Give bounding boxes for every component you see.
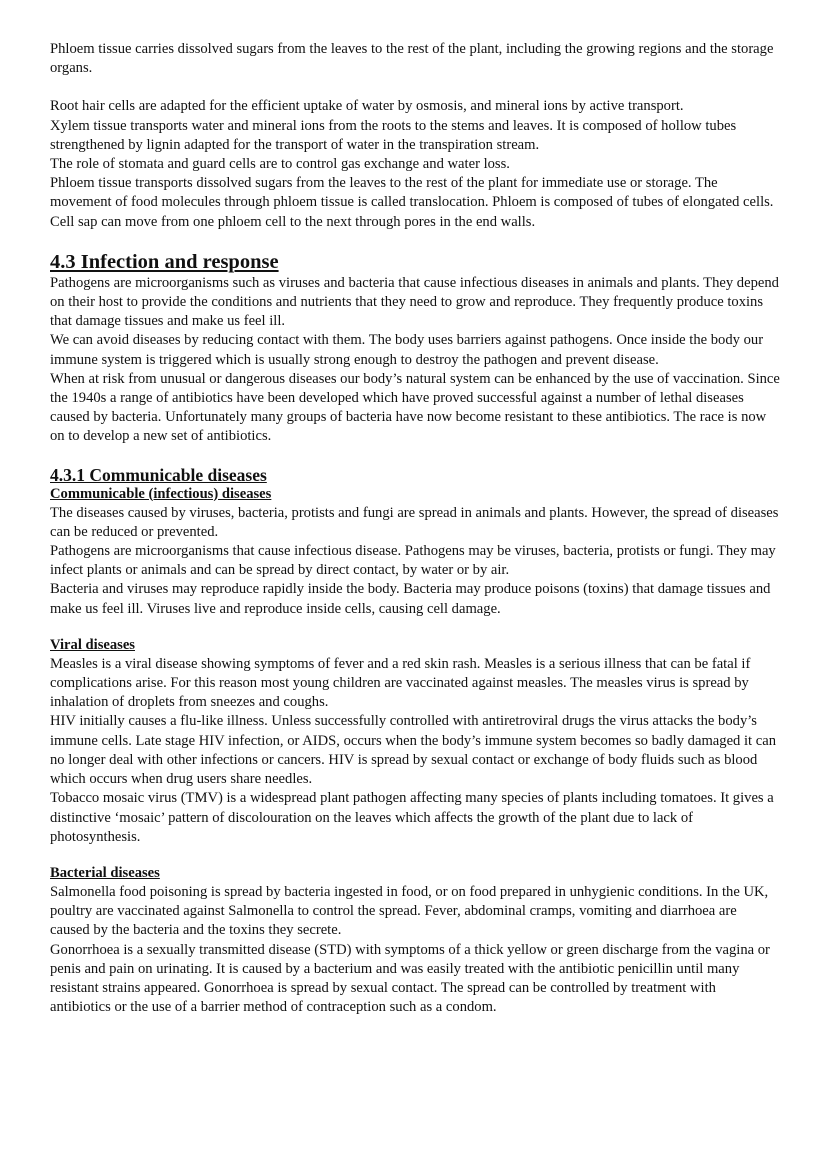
- paragraph-salmonella: Salmonella food poisoning is spread by bacteria ingested in food, or on food prepared in unhygienic conditions. In the UK, poultry are vaccinated against Salmonella to control the spread. Fever, abdominal cramps, vomiting and diarrhoea are caused by the bacteria and the toxins they secrete.: [50, 883, 769, 939]
- paragraph-pathogens: Pathogens are microorganisms such as viruses and bacteria that cause infectious diseases in animals and plants. They depend on their host to provide the conditions and nutrients that they need to grow and reproduce. They frequently produce toxins that damage tissues and make us feel ill.: [50, 274, 779, 330]
- paragraph-root-hair: Root hair cells are adapted for the efficient uptake of water by osmosis, and mineral ions by active transport.: [50, 98, 684, 115]
- section-gap: [50, 619, 780, 636]
- paragraph-diseases-spread: The diseases caused by viruses, bacteria, protists and fungi are spread in animals and plants. However, the spread of diseases can be reduced or prevented.: [50, 504, 779, 540]
- subheading-bacterial-diseases: Bacterial diseases: [50, 864, 160, 881]
- paragraph-stomata: The role of stomata and guard cells are to control gas exchange and water loss.: [50, 156, 510, 173]
- paragraph-gonorrhoea: Gonorrhoea is a sexually transmitted disease (STD) with symptoms of a thick yellow or green discharge from the vagina or penis and pain on urinating. It is caused by a bacterium and was easily treated with the antibiotic penicillin until many resistant strains appeared. Gonorrhoea is spread by sexual contact. The spread can be controlled by treatment with antibiotics or the use of a barrier method of contraception such as a condom.: [50, 941, 770, 1016]
- paragraph-measles: Measles is a viral disease showing symptoms of fever and a red skin rash. Measles is a serious illness that can be fatal if complications arise. For this reason most young children are vaccinated against measles. The measles virus is spread by inhalation of droplets from sneezes and coughs.: [50, 655, 751, 711]
- document-page: [50, 40, 780, 1017]
- section-heading-communicable-diseases: 4.3.1 Communicable diseases: [50, 464, 267, 485]
- paragraph-pathogen-types: Pathogens are microorganisms that cause infectious disease. Pathogens may be viruses, bacteria, protists or fungi. They may infect plants or animals and can be spread by direct contact, by water or by air.: [50, 543, 776, 579]
- section-gap: [50, 847, 780, 864]
- subheading-viral-diseases: Viral diseases: [50, 636, 135, 653]
- paragraph-gap: [50, 78, 780, 97]
- paragraph-phloem-translocation: Phloem tissue transports dissolved sugars from the leaves to the rest of the plant for immediate use or storage. The movement of food molecules through phloem tissue is called translocation. Phloem is composed of tubes of elongated cells. Cell sap can move from one phloem cell to the next through pores in the end walls.: [50, 175, 774, 230]
- paragraph-hiv: HIV initially causes a flu-like illness. Unless successfully controlled with antiretroviral drugs the virus attacks the body’s immune cells. Late stage HIV infection, or AIDS, occurs when the body’s immune system becomes so badly damaged it can no longer deal with other infections or cancers. HIV is spread by sexual contact or exchange of body fluids such as blood which occurs when drug users share needles.: [50, 713, 777, 788]
- paragraph-vaccination-antibiotics: When at risk from unusual or dangerous diseases our body’s natural system can be enhanced by the use of vaccination. Since the 1940s a range of antibiotics have been developed which have proved successful against a number of lethal diseases caused by bacteria. Unfortunately many groups of bacteria have now become resistant to these antibiotics. The race is now on to develop a new set of antibiotics.: [50, 370, 780, 445]
- subheading-communicable-infectious: Communicable (infectious) diseases: [50, 485, 272, 502]
- section-gap: [50, 232, 780, 250]
- paragraph-phloem-intro: Phloem tissue carries dissolved sugars from the leaves to the rest of the plant, including the growing regions and the storage organs.: [50, 41, 774, 77]
- paragraph-bacteria-viruses: Bacteria and viruses may reproduce rapidly inside the body. Bacteria may produce poisons (toxins) that damage tissues and make us feel ill. Viruses live and reproduce inside cells, causing cell damage.: [50, 581, 771, 617]
- paragraph-xylem: Xylem tissue transports water and mineral ions from the roots to the stems and leaves. It is composed of hollow tubes strengthened by lignin adapted for the transport of water in the transpiration stream.: [50, 117, 737, 153]
- section-gap: [50, 447, 780, 465]
- section-heading-infection-response: 4.3 Infection and response: [50, 250, 279, 273]
- paragraph-tmv: Tobacco mosaic virus (TMV) is a widespread plant pathogen affecting many species of plants including tomatoes. It gives a distinctive ‘mosaic’ pattern of discolouration on the leaves which affects the growth of the plant due to lack of photosynthesis.: [50, 790, 774, 845]
- paragraph-avoid-diseases: We can avoid diseases by reducing contact with them. The body uses barriers against pathogens. Once inside the body our immune system is triggered which is usually strong enough to destroy the pathogen and prevent disease.: [50, 332, 764, 368]
